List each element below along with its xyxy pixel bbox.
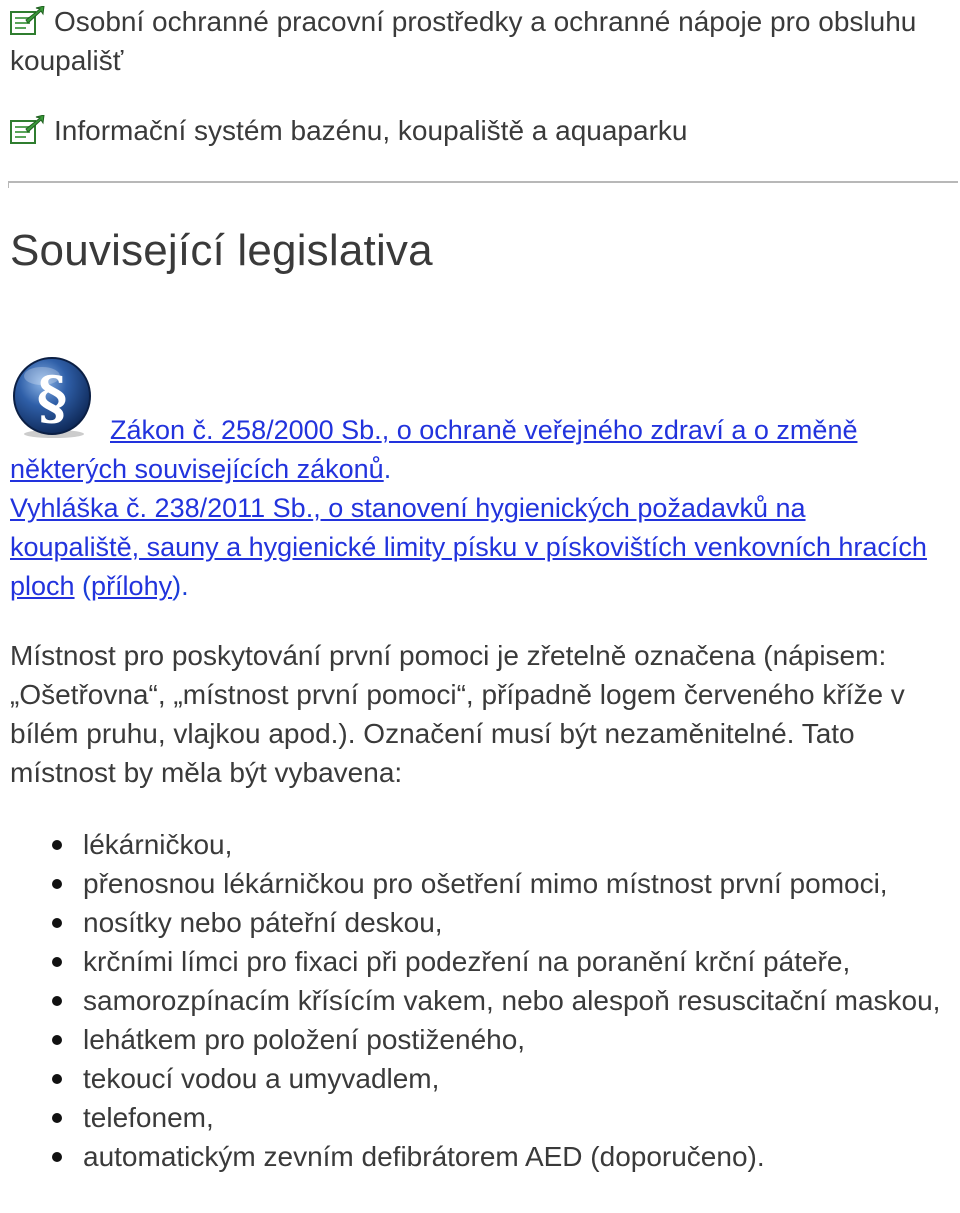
bullet-icon (52, 840, 62, 850)
list-item (10, 1098, 945, 1137)
list-item (10, 903, 945, 942)
svg-text:§: § (36, 364, 68, 432)
law-entry-end: . (383, 454, 392, 484)
equipment-list (10, 825, 945, 1176)
list-item (10, 942, 945, 981)
bullet-icon (52, 1035, 62, 1045)
list-item-text: telefonem, (83, 1102, 214, 1133)
section-title: Související legislativa (10, 226, 433, 275)
list-item-text: nosítky nebo páteřní deskou, (83, 907, 443, 938)
list-item-text: krčními límci pro fixaci při podezření na poranění krční páteře, (83, 946, 851, 977)
list-item-text: samorozpínacím křísícím vakem, nebo alespoň resuscitační maskou, (83, 985, 941, 1016)
list-item-text: automatickým zevním defibrátorem AED (doporučeno). (83, 1141, 765, 1172)
list-item-text: tekoucí vodou a umyvadlem, (83, 1063, 440, 1094)
document-arrow-icon (10, 6, 46, 36)
list-item (10, 1137, 945, 1176)
bullet-icon (52, 1074, 62, 1084)
related-link-text[interactable]: Osobní ochranné pracovní prostředky a ochranné nápoje pro obsluhu koupališť (10, 6, 917, 76)
related-link-text[interactable]: Informační systém bazénu, koupaliště a aquaparku (54, 115, 688, 146)
bullet-icon (52, 879, 62, 889)
bullet-icon (52, 1113, 62, 1123)
law-entry-2 (10, 493, 927, 601)
list-item-text: lékárničkou, (83, 829, 233, 860)
law-paren-open: ( (74, 571, 92, 601)
first-aid-room-text: Místnost pro poskytování první pomoci je zřetelně označena (nápisem: „Ošetřovna“, „místnost první pomoci“, případně logem červeného kříže v bílém pruhu, vlajkou apod.). Označení musí být nezaměnitelné. Tato místnost by měla být vybavena: (10, 640, 905, 788)
bullet-icon (52, 1152, 62, 1162)
list-item (10, 864, 945, 903)
related-link-2[interactable] (10, 111, 930, 150)
annex-link[interactable]: přílohy (91, 571, 173, 601)
related-link-1[interactable] (10, 2, 930, 80)
list-item-text: lehátkem pro položení postiženého, (83, 1024, 526, 1055)
bullet-icon (52, 957, 62, 967)
law-entry-end: ). (172, 571, 189, 601)
legislation-list (10, 411, 940, 606)
law-link-zakon-258[interactable]: Zákon č. 258/2000 Sb. (110, 415, 382, 445)
law-entry-1 (10, 411, 940, 489)
list-item (10, 981, 945, 1020)
law-link-vyhlaska-238-title[interactable]: , o stanovení hygienických požadavků na koupaliště, sauny a hygienické limity písku v pískovištích venkovních hracích ploch (10, 493, 927, 601)
list-item (10, 1020, 945, 1059)
list-item (10, 1059, 945, 1098)
section-divider (8, 181, 958, 188)
bullet-icon (52, 918, 62, 928)
list-item (10, 825, 945, 864)
list-item-text: přenosnou lékárničkou pro ošetření mimo místnost první pomoci, (83, 868, 888, 899)
law-link-vyhlaska-238[interactable]: Vyhláška č. 238/2011 Sb. (10, 493, 314, 523)
document-arrow-icon (10, 115, 46, 145)
law-link-zakon-258-title[interactable]: , o ochraně veřejného zdraví a o změně některých souvisejících zákonů (10, 415, 858, 484)
bullet-icon (52, 996, 62, 1006)
